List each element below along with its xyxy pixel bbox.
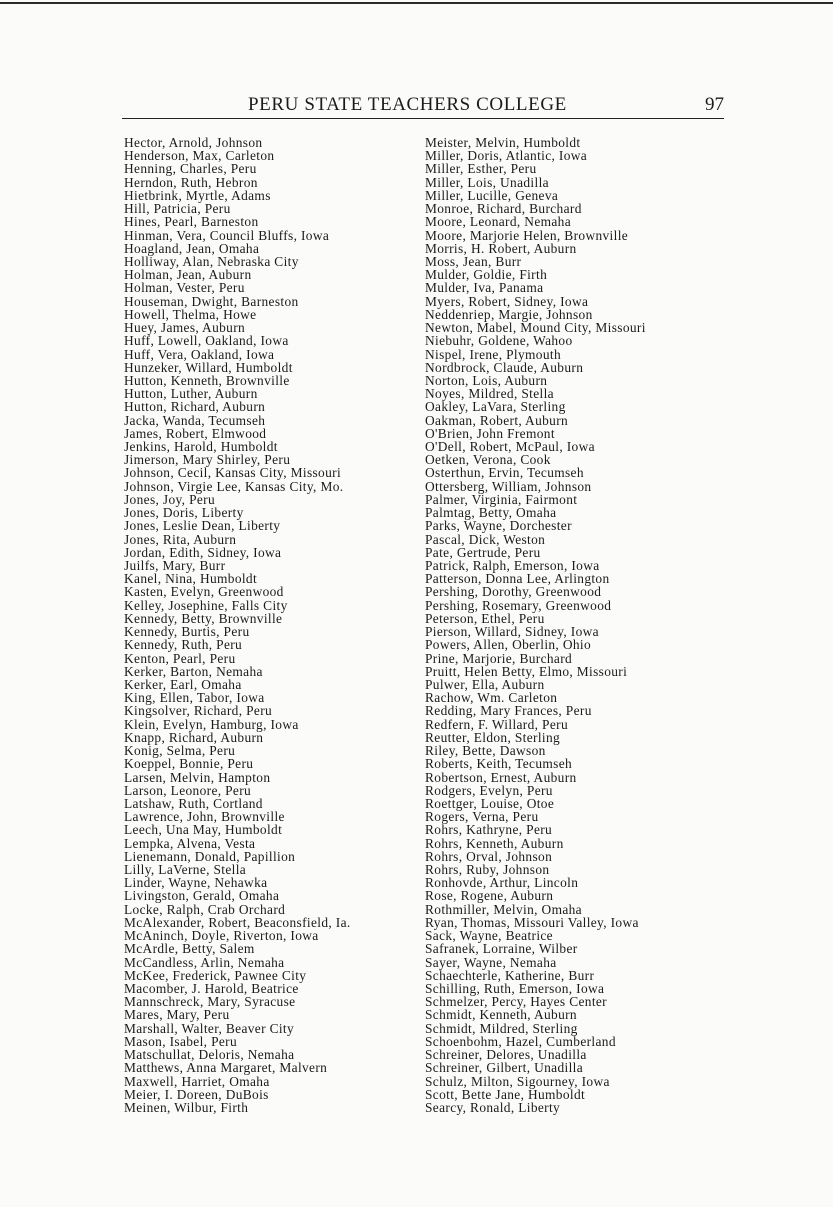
student-entry: Hill, Patricia, Peru: [124, 201, 231, 217]
student-entry: Houseman, Dwight, Barneston: [124, 293, 299, 309]
student-entry: Schulz, Milton, Sigourney, Iowa: [425, 1073, 610, 1089]
student-entry: Pershing, Dorothy, Greenwood: [425, 584, 602, 600]
student-entry: Patterson, Donna Lee, Arlington: [425, 571, 610, 587]
top-edge-rule: [0, 2, 833, 4]
student-entry: Jordan, Edith, Sidney, Iowa: [124, 544, 282, 560]
student-entry: Livingston, Gerald, Omaha: [124, 888, 280, 904]
student-entry: Palmtag, Betty, Omaha: [425, 505, 557, 521]
student-entry: Koeppel, Bonnie, Peru: [124, 756, 254, 772]
student-list-left-column: [124, 136, 351, 1114]
student-entry: Myers, Robert, Sidney, Iowa: [425, 293, 589, 309]
student-entry: Pierson, Willard, Sidney, Iowa: [425, 624, 599, 640]
student-entry: Peterson, Ethel, Peru: [425, 610, 545, 626]
student-entry: Schreiner, Gilbert, Unadilla: [425, 1060, 583, 1076]
student-entry: Meier, I. Doreen, DuBois: [124, 1086, 269, 1102]
student-entry: Lienemann, Donald, Papillion: [124, 848, 296, 864]
student-entry: Johnson, Cecil, Kansas City, Missouri: [124, 465, 342, 481]
student-entry: Nispel, Irene, Plymouth: [425, 346, 561, 362]
student-entry: McArdle, Betty, Salem: [124, 941, 255, 957]
student-entry: Sack, Wayne, Beatrice: [425, 928, 553, 944]
student-entry: Kelley, Josephine, Falls City: [124, 597, 288, 613]
student-entry: Miller, Doris, Atlantic, Iowa: [425, 148, 588, 164]
student-entry: Jones, Doris, Liberty: [124, 505, 244, 521]
student-entry: Newton, Mabel, Mound City, Missouri: [425, 320, 646, 336]
student-entry: Kennedy, Ruth, Peru: [124, 637, 243, 653]
student-entry: Huey, James, Auburn: [124, 320, 246, 336]
student-entry: Hutton, Kenneth, Brownville: [124, 372, 290, 388]
student-entry: O'Dell, Robert, McPaul, Iowa: [425, 439, 595, 455]
student-list-right-column: [425, 136, 646, 1114]
student-entry: Klein, Evelyn, Hamburg, Iowa: [124, 716, 299, 732]
student-entry: Moore, Leonard, Nemaha: [425, 214, 572, 230]
student-entry: Rothmiller, Melvin, Omaha: [425, 901, 582, 917]
student-entry: Knapp, Richard, Auburn: [124, 729, 264, 745]
student-entry: Lilly, LaVerne, Stella: [124, 862, 247, 878]
student-entry: Schilling, Ruth, Emerson, Iowa: [425, 981, 605, 996]
student-entry: Hinman, Vera, Council Bluffs, Iowa: [124, 227, 330, 243]
student-entry: Pruitt, Helen Betty, Elmo, Missouri: [425, 663, 628, 679]
student-entry: Searcy, Ronald, Liberty: [425, 1099, 561, 1115]
student-entry: Jones, Leslie Dean, Liberty: [124, 518, 281, 534]
student-entry: Oakman, Robert, Auburn: [425, 412, 569, 428]
student-entry: Juilfs, Mary, Burr: [124, 558, 226, 573]
student-entry: Meinen, Wilbur, Firth: [124, 1099, 249, 1115]
student-entry: Kennedy, Betty, Brownville: [124, 610, 283, 626]
student-entry: Larsen, Melvin, Hampton: [124, 769, 271, 785]
student-entry: James, Robert, Elmwood: [124, 425, 267, 441]
student-entry: Rohrs, Kenneth, Auburn: [425, 835, 564, 851]
student-entry: O'Brien, John Fremont: [425, 425, 555, 441]
student-entry: Rodgers, Evelyn, Peru: [425, 782, 553, 798]
student-entry: Holman, Vester, Peru: [124, 280, 245, 296]
student-entry: Kerker, Earl, Omaha: [124, 676, 242, 692]
student-entry: Holliway, Alan, Nebraska City: [124, 253, 299, 269]
student-entry: Pulwer, Ella, Auburn: [425, 676, 545, 692]
student-entry: Palmer, Virginia, Fairmont: [425, 491, 578, 507]
student-entry: Hector, Arnold, Johnson: [124, 135, 263, 150]
student-entry: Lawrence, John, Brownville: [124, 809, 285, 825]
student-entry: Scott, Bette Jane, Humboldt: [425, 1086, 586, 1102]
student-entry: Mulder, Goldie, Firth: [425, 267, 548, 283]
student-entry: Safranek, Lorraine, Wilber: [425, 941, 578, 957]
student-entry: Parks, Wayne, Dorchester: [425, 518, 572, 534]
student-entry: McAlexander, Robert, Beaconsfield, Ia.: [124, 914, 351, 930]
student-entry: Schmidt, Mildred, Sterling: [425, 1020, 578, 1036]
student-entry: Roettger, Louise, Otoe: [425, 795, 555, 811]
student-entry: Patrick, Ralph, Emerson, Iowa: [425, 558, 600, 573]
student-entry: Macomber, J. Harold, Beatrice: [124, 981, 299, 996]
student-entry: Neddenriep, Margie, Johnson: [425, 306, 593, 322]
student-entry: Ottersberg, William, Johnson: [425, 478, 592, 494]
student-entry: Matthews, Anna Margaret, Malvern: [124, 1060, 328, 1076]
student-entry: Schreiner, Delores, Unadilla: [425, 1047, 587, 1063]
student-entry: Pascal, Dick, Weston: [425, 531, 546, 547]
student-entry: Huff, Vera, Oakland, Iowa: [124, 346, 275, 362]
student-entry: Moore, Marjorie Helen, Brownville: [425, 227, 629, 243]
student-entry: Maxwell, Harriet, Omaha: [124, 1073, 270, 1089]
student-entry: Pate, Gertrude, Peru: [425, 544, 541, 560]
student-entry: Konig, Selma, Peru: [124, 743, 236, 759]
student-entry: Riley, Bette, Dawson: [425, 743, 546, 759]
student-entry: Ryan, Thomas, Missouri Valley, Iowa: [425, 914, 639, 930]
student-entry: Miller, Esther, Peru: [425, 161, 537, 177]
student-entry: Redding, Mary Frances, Peru: [425, 703, 592, 719]
page-number: 97: [705, 94, 724, 115]
student-entry: Latshaw, Ruth, Cortland: [124, 795, 263, 811]
student-entry: Henning, Charles, Peru: [124, 161, 257, 177]
student-entry: Osterthun, Ervin, Tecumseh: [425, 465, 584, 481]
student-entry: Rohrs, Kathryne, Peru: [425, 822, 553, 838]
student-entry: Mannschreck, Mary, Syracuse: [124, 994, 296, 1010]
student-entry: Linder, Wayne, Nehawka: [124, 875, 268, 891]
student-entry: Hines, Pearl, Barneston: [124, 214, 259, 230]
student-entry: Hietbrink, Myrtle, Adams: [124, 187, 271, 203]
student-entry: Roberts, Keith, Tecumseh: [425, 756, 573, 772]
student-entry: Johnson, Virgie Lee, Kansas City, Mo.: [124, 478, 344, 494]
student-entry: Miller, Lois, Unadilla: [425, 174, 549, 190]
student-entry: Moss, Jean, Burr: [425, 253, 522, 269]
student-entry: Schmelzer, Percy, Hayes Center: [425, 994, 607, 1010]
student-entry: Monroe, Richard, Burchard: [425, 201, 582, 217]
student-entry: McAninch, Doyle, Riverton, Iowa: [124, 928, 319, 944]
student-entry: Ronhovde, Arthur, Lincoln: [425, 875, 579, 891]
student-entry: Rachow, Wm. Carleton: [425, 690, 558, 706]
student-entry: Schoenbohm, Hazel, Cumberland: [425, 1033, 616, 1049]
student-entry: Redfern, F. Willard, Peru: [425, 716, 569, 732]
student-entry: Prine, Marjorie, Burchard: [425, 650, 573, 666]
student-entry: Rohrs, Ruby, Johnson: [425, 862, 550, 878]
student-entry: Oakley, LaVara, Sterling: [425, 399, 566, 415]
student-entry: Mason, Isabel, Peru: [124, 1033, 238, 1049]
student-entry: Jones, Joy, Peru: [124, 491, 216, 507]
student-entry: Jimerson, Mary Shirley, Peru: [124, 452, 291, 468]
student-entry: Hutton, Luther, Auburn: [124, 386, 258, 402]
student-entry: Jacka, Wanda, Tecumseh: [124, 412, 266, 428]
student-entry: King, Ellen, Tabor, Iowa: [124, 690, 265, 706]
student-entry: Schaechterle, Katherine, Burr: [425, 967, 595, 983]
student-entry: Norton, Lois, Auburn: [425, 372, 548, 388]
student-entry: Jenkins, Harold, Humboldt: [124, 439, 278, 455]
student-entry: Hoagland, Jean, Omaha: [124, 240, 260, 256]
student-entry: Rose, Rogene, Auburn: [425, 888, 554, 904]
student-entry: Holman, Jean, Auburn: [124, 267, 252, 283]
student-entry: Huff, Lowell, Oakland, Iowa: [124, 333, 289, 349]
running-title: PERU STATE TEACHERS COLLEGE: [248, 94, 567, 115]
student-entry: Morris, H. Robert, Auburn: [425, 240, 577, 256]
student-entry: Kasten, Evelyn, Greenwood: [124, 584, 284, 600]
student-entry: Locke, Ralph, Crab Orchard: [124, 901, 286, 917]
student-entry: Mares, Mary, Peru: [124, 1007, 230, 1023]
student-entry: Herndon, Ruth, Hebron: [124, 174, 258, 190]
student-entry: Niebuhr, Goldene, Wahoo: [425, 333, 573, 349]
student-entry: Kerker, Barton, Nemaha: [124, 663, 263, 679]
student-entry: Henderson, Max, Carleton: [124, 148, 275, 164]
student-entry: Rogers, Verna, Peru: [425, 809, 539, 825]
student-entry: Noyes, Mildred, Stella: [425, 386, 554, 402]
student-entry: Larson, Leonore, Peru: [124, 782, 252, 798]
student-entry: Kanel, Nina, Humboldt: [124, 571, 258, 587]
student-entry: Mulder, Iva, Panama: [425, 280, 544, 296]
student-entry: Miller, Lucille, Geneva: [425, 187, 559, 203]
student-entry: Kingsolver, Richard, Peru: [124, 703, 273, 719]
student-entry: Matschullat, Deloris, Nemaha: [124, 1047, 295, 1063]
student-entry: Jones, Rita, Auburn: [124, 531, 237, 547]
student-entry: Pershing, Rosemary, Greenwood: [425, 597, 612, 613]
student-entry: Rohrs, Orval, Johnson: [425, 848, 553, 864]
student-entry: Kennedy, Burtis, Peru: [124, 624, 250, 640]
student-entry: Lempka, Alvena, Vesta: [124, 835, 256, 851]
student-entry: Reutter, Eldon, Sterling: [425, 729, 561, 745]
student-entry: Marshall, Walter, Beaver City: [124, 1020, 295, 1036]
student-entry: Leech, Una May, Humboldt: [124, 822, 283, 838]
student-entry: Nordbrock, Claude, Auburn: [425, 359, 584, 375]
student-entry: Sayer, Wayne, Nemaha: [425, 954, 557, 970]
student-entry: Hutton, Richard, Auburn: [124, 399, 266, 415]
page-header: [122, 94, 724, 119]
student-entry: Robertson, Ernest, Auburn: [425, 769, 577, 785]
student-entry: Meister, Melvin, Humboldt: [425, 135, 581, 150]
student-entry: Schmidt, Kenneth, Auburn: [425, 1007, 577, 1023]
student-entry: Hunzeker, Willard, Humboldt: [124, 359, 293, 375]
student-entry: Oetken, Verona, Cook: [425, 452, 551, 468]
student-entry: McCandless, Arlin, Nemaha: [124, 954, 285, 970]
student-entry: McKee, Frederick, Pawnee City: [124, 967, 307, 983]
student-entry: Howell, Thelma, Howe: [124, 306, 257, 322]
student-entry: Powers, Allen, Oberlin, Ohio: [425, 637, 592, 653]
student-entry: Kenton, Pearl, Peru: [124, 650, 236, 666]
